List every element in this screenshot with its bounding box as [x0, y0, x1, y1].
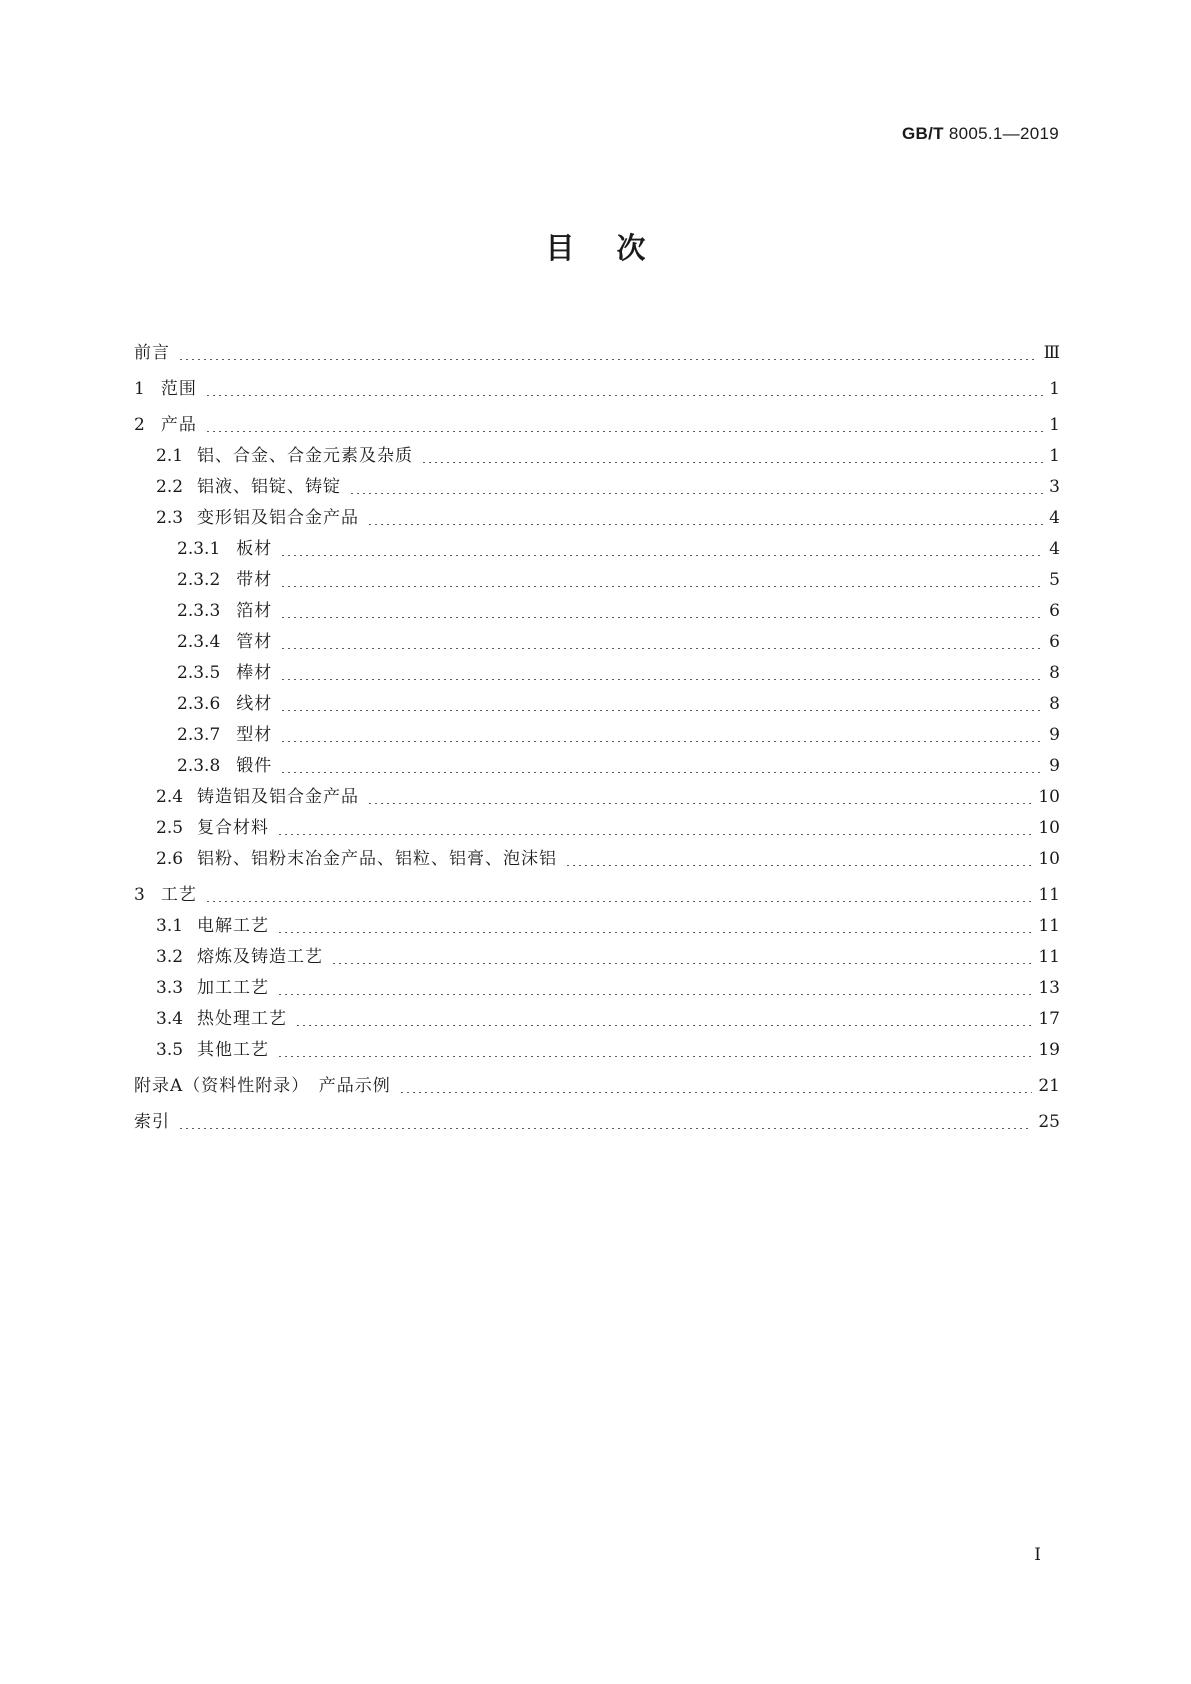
toc-entry-3-4[interactable] — [134, 998, 1060, 1029]
dot-leader — [280, 637, 1043, 649]
dot-leader — [367, 792, 1032, 804]
toc-entry-text: 索引 — [134, 1112, 170, 1132]
toc-entry-page: 5 — [1049, 570, 1060, 590]
toc-entry-text: 其他工艺 — [197, 1040, 270, 1060]
dot-leader — [295, 1014, 1032, 1026]
toc-entry-2-6[interactable] — [134, 838, 1060, 869]
toc-entry-text: 复合材料 — [197, 818, 270, 838]
toc-entry-3-5[interactable] — [134, 1029, 1060, 1060]
toc-entry-number: 2.3.8 — [177, 756, 221, 776]
dot-leader — [277, 983, 1032, 995]
toc-entry-foreword[interactable] — [134, 327, 1060, 363]
toc-entry-page: 11 — [1038, 947, 1060, 967]
table-of-contents — [134, 327, 1060, 1132]
toc-entry-text: 范围 — [160, 379, 197, 399]
toc-entry-process[interactable] — [134, 869, 1060, 905]
toc-entry-text: 型材 — [236, 725, 273, 745]
toc-entry-2-5[interactable] — [134, 807, 1060, 838]
toc-entry-number: 3.4 — [156, 1009, 184, 1029]
standard-code — [902, 124, 1059, 144]
toc-entry-page: 10 — [1038, 818, 1060, 838]
toc-entry-3-3[interactable] — [134, 967, 1060, 998]
toc-entry-2-2[interactable] — [134, 466, 1060, 497]
dot-leader — [277, 823, 1032, 835]
toc-entry-number: 1 — [134, 379, 145, 399]
toc-entry-text: 板材 — [236, 539, 273, 559]
toc-entry-3-2[interactable] — [134, 936, 1060, 967]
dot-leader — [205, 890, 1033, 902]
dot-leader — [280, 730, 1043, 742]
toc-entry-text: 热处理工艺 — [197, 1009, 288, 1029]
dot-leader — [565, 854, 1032, 866]
dot-leader — [205, 420, 1043, 432]
toc-entry-page: 10 — [1038, 849, 1060, 869]
toc-entry-number: 2.3.6 — [177, 694, 221, 714]
page-number: I — [1034, 1545, 1041, 1565]
dot-leader — [280, 668, 1043, 680]
dot-leader — [280, 606, 1043, 618]
dot-leader — [280, 544, 1043, 556]
toc-entry-text: 棒材 — [236, 663, 273, 683]
toc-entry-number: 2.3.2 — [177, 570, 221, 590]
toc-entry-number: 3.1 — [156, 916, 184, 936]
toc-entry-text: 线材 — [236, 694, 273, 714]
toc-entry-text: 电解工艺 — [197, 916, 270, 936]
dot-leader — [367, 513, 1043, 525]
toc-entry-text: 加工工艺 — [197, 978, 270, 998]
toc-entry-page: 3 — [1049, 477, 1060, 497]
dot-leader — [349, 482, 1043, 494]
page-title: 目次 — [545, 231, 688, 265]
toc-entry-page: 1 — [1049, 415, 1060, 435]
toc-entry-number: 3.5 — [156, 1040, 184, 1060]
toc-entry-2-3-6[interactable] — [134, 683, 1060, 714]
toc-entry-page: 9 — [1049, 756, 1060, 776]
toc-entry-2-3-5[interactable] — [134, 652, 1060, 683]
toc-entry-scope[interactable] — [134, 363, 1060, 399]
toc-entry-3-1[interactable] — [134, 905, 1060, 936]
toc-entry-page: 6 — [1049, 601, 1060, 621]
toc-entry-2-3[interactable] — [134, 497, 1060, 528]
dot-leader — [421, 451, 1043, 463]
toc-entry-text: 管材 — [236, 632, 273, 652]
toc-entry-2-3-4[interactable] — [134, 621, 1060, 652]
toc-entry-2-3-8[interactable] — [134, 745, 1060, 776]
toc-entry-page: 10 — [1038, 787, 1060, 807]
dot-leader — [205, 384, 1043, 396]
toc-entry-text: 工艺 — [160, 885, 197, 905]
toc-entry-text: 带材 — [236, 570, 273, 590]
dot-leader — [178, 348, 1038, 360]
standard-number: 8005.1—2019 — [948, 124, 1059, 143]
toc-entry-text: 铝粉、铝粉末冶金产品、铝粒、铝膏、泡沫铝 — [197, 849, 558, 869]
toc-entry-text: 产品 — [160, 415, 197, 435]
toc-entry-number: 2.3.3 — [177, 601, 221, 621]
toc-entry-2-3-2[interactable] — [134, 559, 1060, 590]
toc-entry-number: 2.5 — [156, 818, 184, 838]
dot-leader — [280, 575, 1043, 587]
toc-entry-page: 6 — [1049, 632, 1060, 652]
toc-entry-text: 附录A（资料性附录） 产品示例 — [134, 1076, 391, 1096]
toc-entry-number: 2.2 — [156, 477, 184, 497]
toc-entry-text: 铝、合金、合金元素及杂质 — [197, 446, 414, 466]
toc-entry-2-3-1[interactable] — [134, 528, 1060, 559]
toc-entry-page: 25 — [1038, 1112, 1060, 1132]
toc-entry-text: 锻件 — [236, 756, 273, 776]
toc-entry-index[interactable] — [134, 1096, 1060, 1132]
toc-entry-number: 2.3.5 — [177, 663, 221, 683]
toc-entry-page: 1 — [1049, 446, 1060, 466]
toc-entry-annex-a[interactable] — [134, 1060, 1060, 1096]
dot-leader — [277, 921, 1032, 933]
toc-entry-page: 21 — [1038, 1076, 1060, 1096]
standard-prefix: GB/T — [902, 124, 944, 143]
toc-entry-products[interactable] — [134, 399, 1060, 435]
toc-entry-text: 变形铝及铝合金产品 — [197, 508, 360, 528]
toc-entry-text: 前言 — [134, 343, 170, 363]
dot-leader — [331, 952, 1032, 964]
toc-entry-number: 2.1 — [156, 446, 184, 466]
toc-entry-page: 4 — [1049, 539, 1060, 559]
toc-entry-number: 2.3.1 — [177, 539, 221, 559]
toc-entry-page: 8 — [1049, 663, 1060, 683]
toc-entry-2-3-7[interactable] — [134, 714, 1060, 745]
toc-entry-number: 2 — [134, 415, 145, 435]
toc-entry-number: 2.3.4 — [177, 632, 221, 652]
toc-entry-text: 熔炼及铸造工艺 — [197, 947, 324, 967]
toc-entry-page: 19 — [1038, 1040, 1060, 1060]
toc-entry-page: 17 — [1038, 1009, 1060, 1029]
dot-leader — [399, 1081, 1033, 1093]
toc-entry-text: 铝液、铝锭、铸锭 — [197, 477, 342, 497]
toc-entry-number: 2.3 — [156, 508, 184, 528]
toc-entry-number: 2.4 — [156, 787, 184, 807]
toc-entry-page: 8 — [1049, 694, 1060, 714]
toc-entry-page: 1 — [1049, 379, 1060, 399]
toc-entry-page: 9 — [1049, 725, 1060, 745]
toc-entry-page: Ⅲ — [1043, 343, 1060, 363]
toc-entry-number: 3.2 — [156, 947, 184, 967]
toc-entry-text: 箔材 — [236, 601, 273, 621]
toc-entry-2-1[interactable] — [134, 435, 1060, 466]
toc-entry-2-4[interactable] — [134, 776, 1060, 807]
toc-entry-text: 铸造铝及铝合金产品 — [197, 787, 360, 807]
toc-entry-page: 4 — [1049, 508, 1060, 528]
toc-entry-page: 13 — [1038, 978, 1060, 998]
toc-entry-page: 11 — [1038, 916, 1060, 936]
dot-leader — [178, 1117, 1032, 1129]
toc-entry-page: 11 — [1038, 885, 1060, 905]
toc-entry-number: 2.6 — [156, 849, 184, 869]
toc-entry-number: 2.3.7 — [177, 725, 221, 745]
dot-leader — [277, 1045, 1032, 1057]
toc-entry-number: 3 — [134, 885, 145, 905]
dot-leader — [280, 761, 1043, 773]
toc-entry-number: 3.3 — [156, 978, 184, 998]
dot-leader — [280, 699, 1043, 711]
toc-entry-2-3-3[interactable] — [134, 590, 1060, 621]
